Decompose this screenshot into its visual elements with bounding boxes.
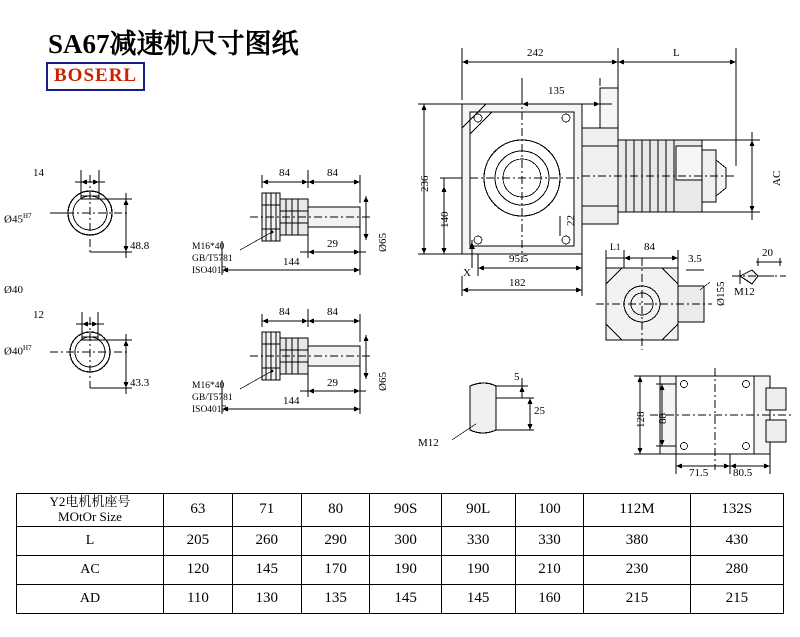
table-row-L: [17, 526, 784, 555]
label-side-20: 20: [762, 247, 773, 259]
table-rowhead-AD: AD: [17, 584, 164, 613]
label-main-140: 140: [439, 211, 451, 228]
label-shaft-bottom-84b: 84: [327, 306, 338, 318]
label-left-bottom-bore: 12: [33, 309, 44, 321]
label-shaft-top-dia: Ø65: [377, 233, 389, 252]
table-cell-L-6: 380: [584, 526, 690, 555]
table-rowhead-AC: AC: [17, 555, 164, 584]
label-shaft-bottom-dia: Ø65: [377, 372, 389, 391]
label-shaft-top-84a: 84: [279, 167, 290, 179]
table-cell-L-2: 290: [301, 526, 370, 555]
label-shaft-top-84b: 84: [327, 167, 338, 179]
table-cell-size-3: 90S: [370, 494, 441, 527]
label-key-5: 5: [514, 371, 520, 383]
label-main-AC: AC: [771, 170, 783, 186]
label-shaft-bottom-84a: 84: [279, 306, 290, 318]
label-shaft-bottom-standard2: ISO4017: [192, 405, 227, 415]
label-main-22: 22: [565, 215, 577, 226]
table-row-AD: [17, 584, 784, 613]
label-shaft-top-29: 29: [327, 238, 338, 250]
label-side-L1: L1: [610, 243, 621, 253]
table-cell-size-0: 63: [164, 494, 233, 527]
label-left-bottom-height: 43.3: [130, 377, 150, 389]
table-cell-AC-7: 280: [690, 555, 783, 584]
label-main-182: 182: [509, 277, 526, 289]
table-cell-AC-5: 210: [515, 555, 584, 584]
table-cell-size-1: 71: [232, 494, 301, 527]
spec-table: [16, 493, 784, 614]
label-left-top-bore: 14: [33, 167, 44, 179]
label-key-25: 25: [534, 405, 545, 417]
label-shaft-bottom-standard1: GB/T5781: [192, 393, 233, 403]
table-cell-AC-1: 145: [232, 555, 301, 584]
table-cell-L-3: 300: [370, 526, 441, 555]
label-foot-71-5: 71.5: [689, 467, 709, 479]
table-cell-AD-7: 215: [690, 584, 783, 613]
label-left-top-height: 48.8: [130, 240, 150, 252]
label-shaft-bottom-29: 29: [327, 377, 338, 389]
table-cell-AC-2: 170: [301, 555, 370, 584]
label-side-dia155: Ø155: [715, 281, 727, 306]
table-rowhead-motor-size: [17, 494, 164, 527]
table-cell-size-7: 132S: [690, 494, 783, 527]
label-shaft-top-144: 144: [283, 256, 300, 268]
table-row-AC: [17, 555, 784, 584]
table-rowhead-line1: Y2电机机座号: [49, 494, 131, 509]
table-cell-L-1: 260: [232, 526, 301, 555]
label-shaft-top-standard1: GB/T5781: [192, 254, 233, 264]
label-side-84: 84: [644, 241, 655, 253]
table-row-header: [17, 494, 784, 527]
label-left-bottom-shaft-dia: $Ø40^{H7}$: [4, 344, 32, 358]
table-cell-AC-6: 230: [584, 555, 690, 584]
page-title: SA67减速机尺寸图纸: [48, 29, 299, 59]
table-cell-AC-0: 120: [164, 555, 233, 584]
label-foot-128: 128: [635, 411, 647, 428]
label-main-95-5: 95.5: [509, 253, 529, 265]
label-side-3-5: 3.5: [688, 253, 702, 265]
table-cell-AD-1: 130: [232, 584, 301, 613]
label-main-242: 242: [527, 47, 544, 59]
table-rowhead-line2: MOtOr Size: [58, 508, 122, 524]
label-shaft-bottom-thread: M16*40: [192, 381, 225, 391]
label-shaft-bottom-144: 144: [283, 395, 300, 407]
label-shaft-top-thread: M16*40: [192, 242, 225, 252]
table-cell-AD-6: 215: [584, 584, 690, 613]
table-cell-size-2: 80: [301, 494, 370, 527]
label-main-135: 135: [548, 85, 565, 97]
table-rowhead-L: L: [17, 526, 164, 555]
table-cell-AC-4: 190: [441, 555, 515, 584]
table-cell-L-5: 330: [515, 526, 584, 555]
table-cell-L-4: 330: [441, 526, 515, 555]
label-main-X: X: [463, 267, 471, 279]
label-key-M12: M12: [418, 437, 439, 449]
table-cell-AD-2: 135: [301, 584, 370, 613]
label-foot-88: 88: [657, 413, 669, 424]
label-shaft-top-standard2: ISO4017: [192, 266, 227, 276]
table-cell-L-0: 205: [164, 526, 233, 555]
label-foot-80-5: 80.5: [733, 467, 753, 479]
table-cell-size-4: 90L: [441, 494, 515, 527]
label-main-236: 236: [419, 175, 431, 192]
table-cell-AC-3: 190: [370, 555, 441, 584]
table-cell-AD-4: 145: [441, 584, 515, 613]
table-cell-size-6: 112M: [584, 494, 690, 527]
brand-logo: BOSERL: [46, 62, 145, 91]
table-cell-L-7: 430: [690, 526, 783, 555]
label-left-top-shaft-dia: $Ø45^{H7}$: [4, 212, 32, 226]
table-cell-AD-5: 160: [515, 584, 584, 613]
table-cell-size-5: 100: [515, 494, 584, 527]
label-side-M12: M12: [734, 286, 755, 298]
label-main-L: L: [673, 47, 680, 59]
label-left-top-below-dia: Ø40: [4, 284, 23, 296]
table-cell-AD-0: 110: [164, 584, 233, 613]
table-cell-AD-3: 145: [370, 584, 441, 613]
